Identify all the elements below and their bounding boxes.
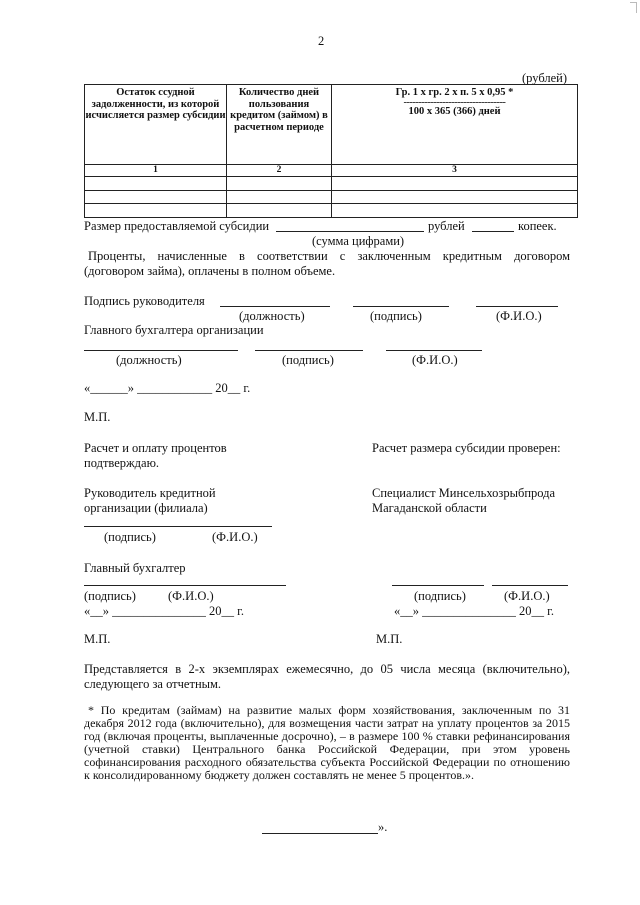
accountant-name-field[interactable] [386,350,482,351]
bank-seal-label: М.П. [84,632,111,646]
ministry-specialist-line-1: Специалист Минсельхозрыбпрода [372,486,556,500]
ministry-signature-field[interactable] [392,585,484,586]
formula-denominator: 100 х 365 (366) дней [408,105,501,117]
table-cell[interactable] [332,204,578,218]
footnote: * По кредитам (займам) на развитие малых форм хозяйствования, заключенным по 31 декабря 2012 года (включительно), для возмещения части затрат на уплату процентов за 2015 год (включая проценты, выплаченные досрочно), – в размере 100 % ставки рефинансирования (учетной ставки) Центрального банка Российской Федерации, при этом уровень софинансирования расходного обязательства субъекта Российской Федерации по отношению к консолидированному бюджету должен составлять не менее 5 процентов.». [84,703,570,782]
formula-fraction-line: ---------------------------------- [403,96,506,108]
bank-accountant-signature-field[interactable] [84,585,286,586]
head-name-field[interactable] [476,306,558,307]
bank-chief-accountant-label: Главный бухгалтер [84,561,186,575]
head-position-field[interactable] [220,306,330,307]
bank-date-line[interactable]: «__» _______________ 20__ г. [84,604,244,618]
ministry-name-field[interactable] [492,585,568,586]
subsidy-amount-label: Размер предоставляемой субсидии [84,219,270,233]
closing-line [262,833,378,834]
column-number-2: 2 [227,165,332,177]
bank-accountant-signature-caption: (подпись) [84,589,136,603]
bank-head-signature-field[interactable] [84,526,272,527]
page-corner-mark [630,2,637,13]
accountant-position-field[interactable] [84,350,238,351]
submission-note: Представляется в 2-х экземплярах ежемесячно, до 05 числа месяца (включительно), следующего за отчетным. [84,662,570,691]
bank-head-name-caption: (Ф.И.О.) [212,530,258,544]
head-signature-caption: (подпись) [370,309,422,323]
column-number-1: 1 [85,165,227,177]
head-name-caption: (Ф.И.О.) [496,309,542,323]
closing-quote: ». [378,820,388,834]
head-position-caption: (должность) [239,309,305,323]
subsidy-amount-caption: (сумма цифрами) [312,234,405,248]
column-number-3: 3 [332,165,578,177]
head-signature-label: Подпись руководителя [84,294,205,308]
table-row [85,177,578,191]
bank-head-line-1: Руководитель кредитной [84,486,216,500]
interest-paid-statement: Проценты, начисленные в соответствии с заключенным кредитным договором (договором займа), оплачены в полном объеме. [84,249,570,278]
ministry-seal-label: М.П. [376,632,403,646]
bank-head-line-2: организации (филиала) [84,501,208,515]
table-cell[interactable] [85,177,227,191]
accountant-signature-caption: (подпись) [282,353,334,367]
table-row [85,191,578,204]
bank-confirm-line-2: подтверждаю. [84,456,160,470]
bank-head-signature-caption: (подпись) [104,530,156,544]
table-cell[interactable] [227,204,332,218]
formula-numerator: Гр. 1 х гр. 2 х п. 5 х 0,95 * [395,87,514,98]
organization-seal-label: М.П. [84,410,111,424]
subsidy-kopecks-label: копеек. [518,219,557,233]
page-number: 2 [318,34,325,48]
ministry-specialist-line-2: Магаданской области [372,501,487,515]
bank-confirm-line-1: Расчет и оплату процентов [84,441,227,455]
bank-accountant-name-caption: (Ф.И.О.) [168,589,214,603]
table-cell[interactable] [227,177,332,191]
table-cell[interactable] [332,177,578,191]
subsidy-rubles-field[interactable] [276,231,424,232]
table-cell[interactable] [332,191,578,204]
header-formula [332,85,578,165]
head-signature-field[interactable] [353,306,449,307]
table-column-numbers-row [85,165,578,177]
ministry-signature-caption: (подпись) [414,589,466,603]
table-row [85,204,578,218]
subsidy-rubles-label: рублей [428,219,465,233]
accountant-signature-field[interactable] [255,350,363,351]
subsidy-kopecks-field[interactable] [472,231,514,232]
ministry-checked-label: Расчет размера субсидии проверен: [372,441,561,455]
table-cell[interactable] [85,191,227,204]
ministry-date-line[interactable]: «__» _______________ 20__ г. [394,604,554,618]
table-header-row [85,85,578,165]
table-cell[interactable] [85,204,227,218]
chief-accountant-org-label: Главного бухгалтера организации [84,323,264,337]
subsidy-calculation-table [84,84,578,218]
accountant-name-caption: (Ф.И.О.) [412,353,458,367]
header-days-of-use: Количество дней пользования кредитом (займом) в расчетном периоде [227,85,332,165]
organization-date-line[interactable]: «______» ____________ 20__ г. [84,381,251,395]
table-cell[interactable] [227,191,332,204]
currency-note: (рублей) [522,71,568,85]
header-loan-balance: Остаток ссудной задолженности, из которой исчисляется размер субсидии [85,85,227,165]
accountant-position-caption: (должность) [116,353,182,367]
ministry-name-caption: (Ф.И.О.) [504,589,550,603]
